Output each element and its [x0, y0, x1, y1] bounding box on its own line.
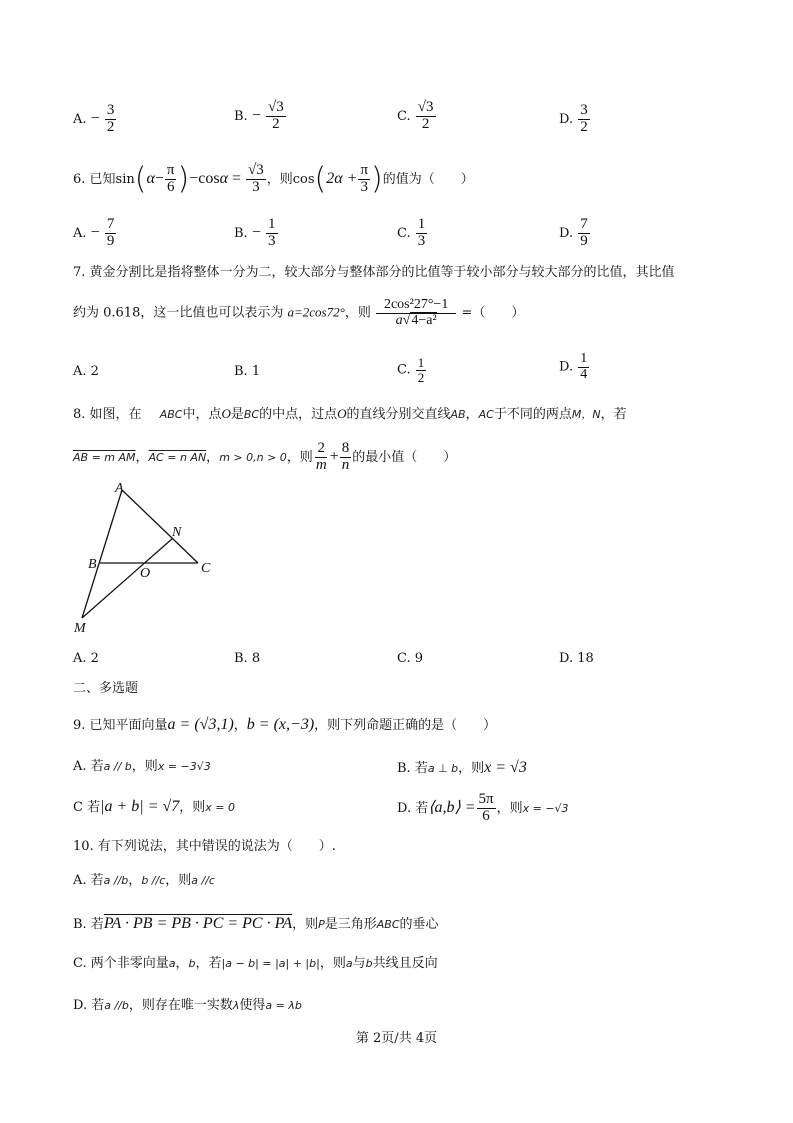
text: 8. 如图，在 [73, 407, 142, 422]
alpha: α [146, 169, 155, 187]
q6-option-a [73, 217, 117, 250]
fraction [416, 100, 436, 133]
denominator: 2 [417, 369, 425, 385]
option-letter: B. [234, 225, 248, 241]
numerator: 7 [580, 216, 588, 232]
text: 使得 [239, 998, 266, 1013]
numerator: 8 [341, 440, 350, 456]
q6-option-b [234, 217, 279, 250]
denominator: 6 [166, 178, 175, 195]
numerator: π [166, 162, 175, 178]
comma: ， [175, 956, 189, 971]
q7-option-b: B. 1 [234, 364, 261, 379]
minus-sign: − [90, 223, 100, 241]
fraction [416, 217, 428, 250]
q7-option-c [397, 356, 427, 384]
fraction [266, 217, 278, 250]
numerator: 5π [478, 791, 494, 807]
fraction [376, 298, 456, 328]
triangle-name: ABC [159, 408, 183, 421]
q5-option-a [73, 103, 117, 136]
minus-sign: − [154, 169, 164, 187]
triangle-figure [70, 478, 220, 638]
line-ab: AB [450, 408, 466, 421]
a-var: a [395, 312, 403, 328]
text: ，则 [496, 800, 523, 816]
question-7-line-2 [73, 298, 524, 328]
fraction [578, 217, 590, 250]
question-number: 6. [73, 171, 86, 187]
denominator: 9 [106, 232, 115, 249]
text: 是 [230, 407, 244, 422]
condition: b //c [141, 874, 166, 887]
question-8-line-1 [73, 407, 627, 421]
cos-term: −cos [189, 169, 220, 187]
segment-m-n [82, 538, 173, 618]
norm-equation: |a − b| = |a| + |b| [221, 957, 320, 970]
text: 于不同的两点 [493, 407, 572, 422]
point-o: O [337, 406, 347, 421]
text: 的值为（ ） [382, 171, 474, 187]
text: ，则cos [266, 171, 315, 187]
vector-b: b [365, 957, 373, 970]
text: =（ ） [461, 305, 525, 321]
numerator: π [360, 162, 369, 178]
points-mn: M，N [571, 408, 601, 421]
lambda: λ [232, 999, 240, 1012]
comma: ， [135, 449, 149, 465]
vector-b: b [188, 957, 196, 970]
fraction [314, 441, 329, 474]
page-footer: 第 2页/共 4页 [355, 1031, 438, 1046]
section-heading: 二、多选题 [73, 681, 139, 696]
vector-equation-1: AB = m AM [73, 450, 136, 464]
text: 已知sin [89, 171, 135, 187]
text: ，则 [344, 305, 371, 321]
text: ， [233, 718, 247, 733]
question-7-line-1: 7. 黄金分割比是指将整体一分为二，较大部分与整体部分的比值等于较小部分与较大部分的比值，其比值 [73, 265, 675, 280]
minus-sign: − [90, 109, 100, 127]
denominator: 4 [580, 366, 588, 382]
condition: a //b [104, 999, 129, 1012]
numerator: 2cos²27°−1 [376, 298, 456, 314]
q10-option-b [73, 916, 439, 932]
fraction [105, 217, 117, 250]
option-letter: D. 若 [397, 800, 429, 816]
fraction [105, 103, 117, 136]
condition: ⟨a,b⟩ = [428, 798, 476, 816]
q5-option-d [559, 103, 591, 136]
vector-a: a [345, 957, 353, 970]
vector-a: a = (√3,1) [167, 716, 234, 733]
q9-option-a [73, 760, 211, 773]
option-letter: D. [559, 359, 574, 375]
text: 的最小值（ ） [352, 449, 457, 465]
result: x = −√3 [522, 801, 569, 815]
condition: m > 0,n > 0 [219, 450, 287, 464]
numerator: 1 [268, 216, 276, 232]
text: 约为 0.618，这一比值也可以表示为 [73, 305, 284, 321]
text: ，则 [131, 759, 158, 774]
text: ，则 [165, 873, 192, 888]
denominator: 3 [268, 232, 276, 249]
text: ，若 [600, 407, 627, 422]
denominator: 2 [106, 118, 115, 135]
text: 9. 已知平面向量 [73, 718, 168, 733]
option-letter: C. [397, 362, 411, 378]
result: x = 0 [205, 801, 235, 814]
equals-sign: = [227, 169, 245, 187]
option-letter: B. 若 [397, 761, 428, 776]
option-letter: A. 若 [73, 873, 104, 888]
text: 的垂心 [399, 917, 439, 932]
denominator: 2 [421, 115, 430, 132]
comma: ， [128, 873, 142, 888]
segment-bc: BC [243, 408, 260, 421]
condition: |a + b| = √7 [100, 798, 180, 815]
text: 与 [352, 956, 366, 971]
denominator: 3 [252, 178, 260, 195]
text: ，则 [319, 956, 346, 971]
q5-option-c [397, 100, 437, 133]
result: x = √3 [484, 759, 527, 776]
option-letter: C. 两个非零向量 [73, 956, 169, 971]
denominator: 6 [482, 807, 490, 824]
q6-option-c [397, 217, 428, 250]
two-alpha: 2α + [326, 169, 358, 187]
minus-sign: − [251, 106, 261, 124]
text: 是三角形 [324, 917, 377, 932]
denominator: n [341, 456, 350, 473]
text: ，则 [458, 761, 485, 776]
q9-option-c [73, 799, 235, 815]
text: ，则存在唯一实数 [128, 998, 233, 1013]
numerator: 3 [580, 102, 588, 118]
denominator: 2 [272, 115, 280, 132]
text: 中，点 [182, 407, 222, 422]
numerator: √3 [248, 162, 264, 178]
line-ac: AC [478, 408, 494, 421]
vector-a: a [168, 957, 176, 970]
result: a = λb [265, 999, 302, 1012]
paren-open: ( [134, 161, 147, 197]
question-9-stem [73, 717, 496, 733]
result: x = −3√3 [157, 760, 211, 773]
numerator: 1 [417, 216, 426, 232]
question-8-line-2 [73, 441, 456, 474]
fraction [266, 100, 286, 133]
q8-option-a: A. 2 [73, 651, 99, 666]
paren-open: ( [314, 161, 327, 197]
q8-option-d: D. 18 [559, 651, 594, 666]
text: 共线且反向 [372, 956, 438, 971]
label-a: A [115, 481, 124, 496]
q7-option-d [559, 352, 590, 382]
text: ，则 [292, 917, 319, 932]
label-b: B [88, 557, 97, 572]
text: 的中点，过点 [259, 407, 338, 422]
condition: a //b [103, 874, 129, 887]
option-letter: C 若 [73, 800, 101, 815]
q9-option-b [397, 760, 527, 776]
alpha: α [219, 169, 228, 187]
a-definition: a=2cos72° [287, 304, 345, 320]
fraction [246, 163, 266, 196]
triangle-name: ABC [376, 918, 400, 931]
numerator: 7 [106, 216, 115, 232]
fraction [340, 441, 352, 474]
paren-close: ) [177, 161, 190, 197]
option-letter: D. [559, 111, 574, 127]
comma: ， [206, 449, 220, 465]
text: ，则下列命题正确的是（ ） [314, 718, 497, 733]
condition: a ⊥ b [427, 762, 459, 775]
point-o: O [221, 406, 231, 421]
fraction [477, 792, 496, 825]
numerator: 2 [317, 440, 325, 456]
fraction [578, 352, 589, 382]
label-c: C [201, 561, 211, 576]
text: ，则 [286, 449, 313, 465]
fraction [416, 356, 427, 384]
option-letter: D. [559, 225, 574, 241]
numerator: √3 [417, 99, 434, 115]
fraction [578, 103, 590, 136]
option-letter: A. [73, 111, 87, 127]
minus-sign: − [251, 223, 261, 241]
numerator: 3 [106, 102, 115, 118]
condition: a // b [103, 760, 132, 773]
q8-option-c: C. 9 [397, 651, 424, 666]
question-6-stem [73, 163, 474, 196]
label-m: M [74, 621, 86, 636]
numerator: 1 [580, 351, 588, 366]
result: a //c [191, 874, 215, 887]
question-10-stem: 10. 有下列说法，其中错误的说法为（ ）. [73, 839, 336, 854]
denominator: m [315, 456, 327, 473]
paren-close: ) [371, 161, 383, 197]
point-p: P [318, 918, 325, 931]
vector-equation-2: AC = n AN [148, 450, 207, 464]
q8-option-b: B. 8 [234, 651, 261, 666]
text: 的直线分别交直线 [346, 407, 451, 422]
option-letter: C. [397, 225, 411, 241]
segment-a-m [82, 490, 122, 618]
denominator: 3 [417, 232, 426, 249]
label-n: N [172, 525, 182, 540]
fraction [358, 163, 370, 196]
fraction [165, 163, 177, 196]
vector-b: b = (x,−3) [246, 716, 315, 733]
radicand: 4−a² [411, 312, 437, 328]
q7-option-a: A. 2 [73, 364, 99, 379]
option-letter: A. [73, 225, 87, 241]
q6-option-d [559, 217, 591, 250]
text: ，若 [195, 956, 222, 971]
option-letter: A. 若 [73, 759, 104, 774]
denominator: 9 [580, 232, 588, 249]
q9-option-d [397, 792, 569, 825]
denominator: a√4−a² [395, 312, 437, 328]
q10-option-d [73, 999, 302, 1012]
q10-option-a [73, 874, 215, 887]
q5-option-b [234, 100, 287, 133]
option-letter: B. [234, 108, 248, 124]
dot-product-equation: PA · PB = PB · PC = PC · PA [103, 915, 293, 932]
option-letter: C. [397, 108, 411, 124]
option-letter: B. 若 [73, 917, 104, 932]
text: ，则 [179, 800, 206, 815]
denominator: 2 [580, 118, 588, 135]
text: ， [465, 407, 479, 422]
numerator: 1 [417, 355, 425, 370]
denominator: 3 [360, 178, 368, 195]
option-letter: D. 若 [73, 998, 105, 1013]
plus-sign: + [329, 447, 339, 465]
segment-a-c [122, 490, 198, 563]
numerator: √3 [268, 99, 284, 115]
label-o: O [140, 566, 151, 581]
q10-option-c [73, 957, 438, 970]
